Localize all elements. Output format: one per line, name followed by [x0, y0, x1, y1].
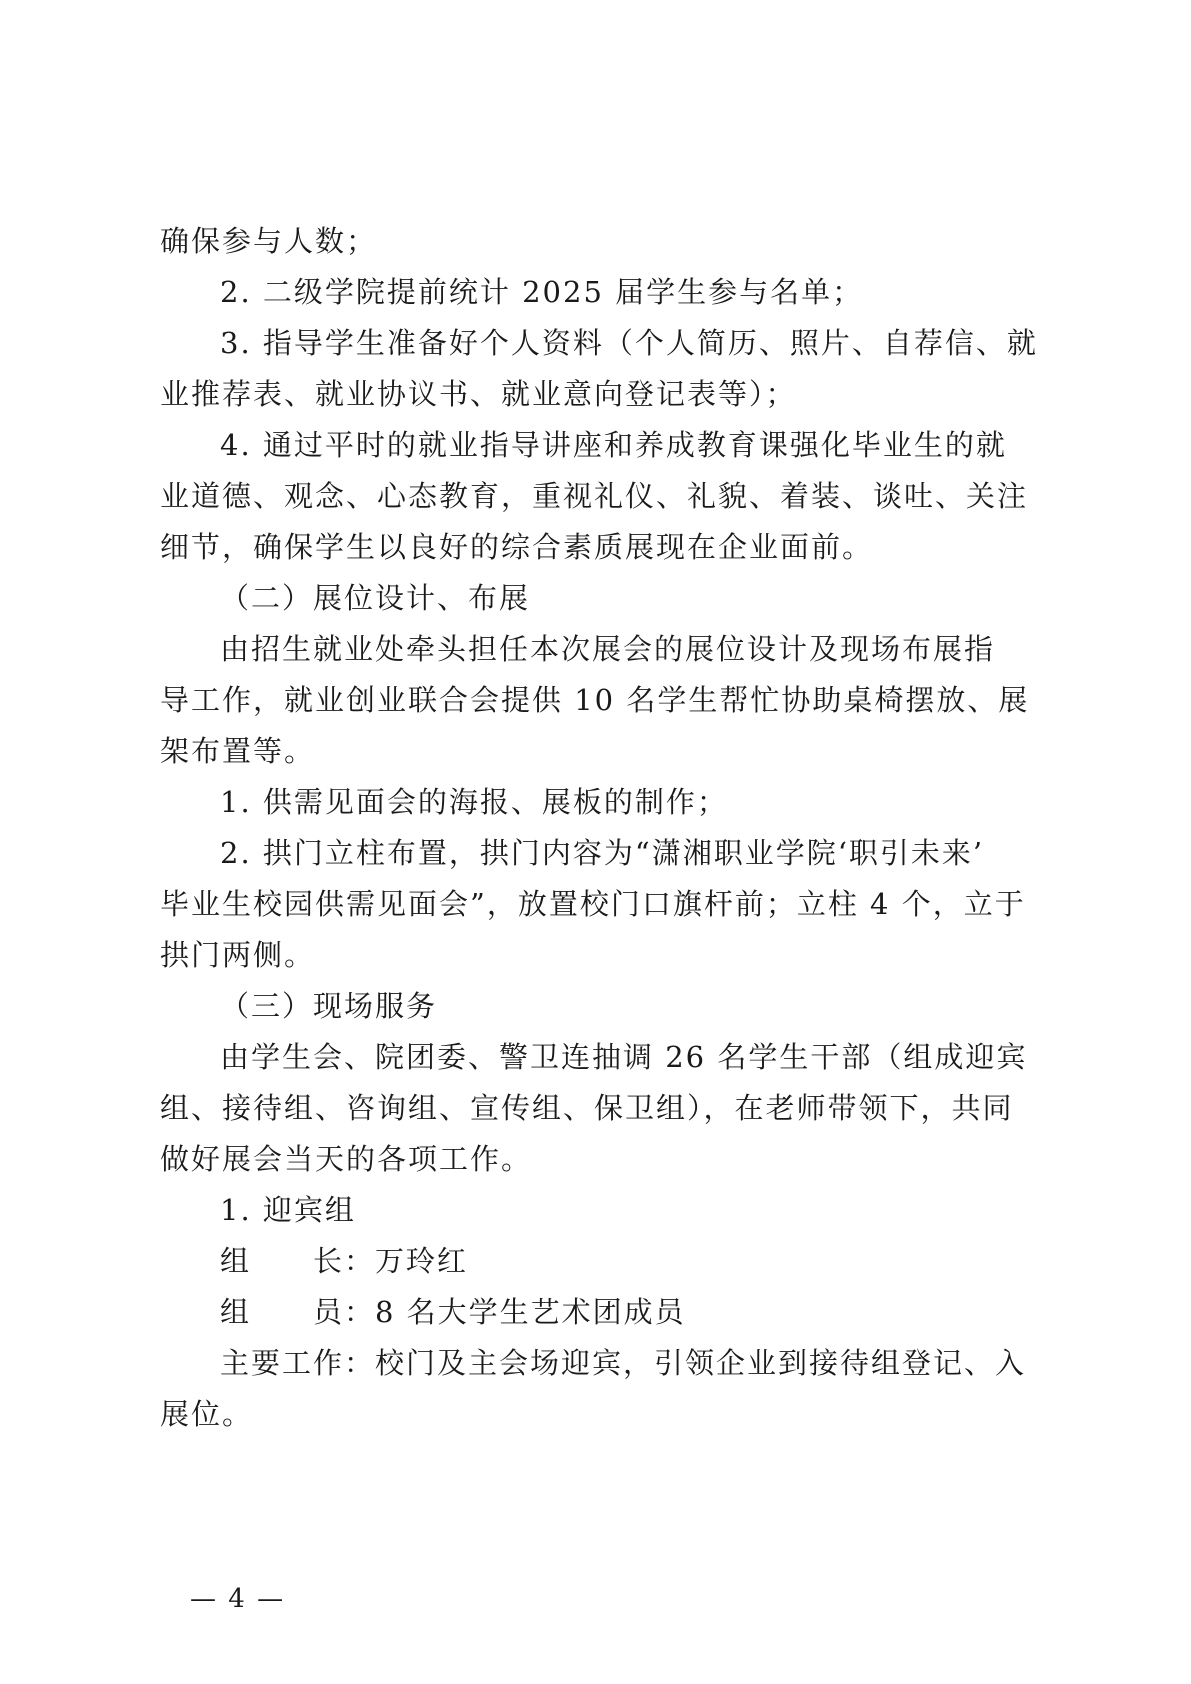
section-heading-2: （二）展位设计、布展	[220, 581, 531, 615]
text-line: 毕业生校园供需见面会”，放置校门口旗杆前；立柱 4 个，立于	[160, 887, 1026, 921]
text-line: 架布置等。	[160, 734, 316, 768]
text-line: 由招生就业处牵头担任本次展会的展位设计及现场布展指	[220, 632, 996, 666]
text-line: 展位。	[160, 1397, 254, 1431]
list-item-4: 4. 通过平时的就业指导讲座和养成教育课强化毕业生的就	[220, 428, 1007, 462]
group-members: 组 员：8 名大学生艺术团成员	[220, 1295, 686, 1329]
text-line: 业推荐表、就业协议书、就业意向登记表等）；	[160, 377, 797, 411]
list-item-3: 3. 指导学生准备好个人资料（个人简历、照片、自荐信、就	[220, 326, 1038, 360]
main-duties: 主要工作：校门及主会场迎宾，引领企业到接待组登记、入	[220, 1346, 1027, 1380]
text-line: 做好展会当天的各项工作。	[160, 1142, 533, 1176]
text-line: 拱门两侧。	[160, 938, 316, 972]
section-heading-3: （三）现场服务	[220, 989, 438, 1023]
list-item-2: 2. 拱门立柱布置，拱门内容为“潇湘职业学院‘职引未来’	[220, 836, 985, 870]
text-line: 细节，确保学生以良好的综合素质展现在企业面前。	[160, 530, 874, 564]
group-leader: 组 长：万玲红	[220, 1244, 469, 1278]
list-item-2: 2. 二级学院提前统计 2025 届学生参与名单；	[220, 275, 864, 309]
text-line: 由学生会、院团委、警卫连抽调 26 名学生干部（组成迎宾	[220, 1040, 1028, 1074]
page-number: — 4 —	[190, 1584, 286, 1614]
text-line: 导工作，就业创业联合会提供 10 名学生帮忙协助桌椅摆放、展	[160, 683, 1030, 717]
text-line: 确保参与人数；	[160, 224, 378, 258]
list-item-1: 1. 迎宾组	[220, 1193, 356, 1227]
text-line: 组、接待组、咨询组、宣传组、保卫组），在老师带领下，共同	[160, 1091, 1014, 1125]
list-item-1: 1. 供需见面会的海报、展板的制作；	[220, 785, 728, 819]
document-body	[160, 216, 1040, 1440]
text-line: 业道德、观念、心态教育，重视礼仪、礼貌、着装、谈吐、关注	[160, 479, 1029, 513]
